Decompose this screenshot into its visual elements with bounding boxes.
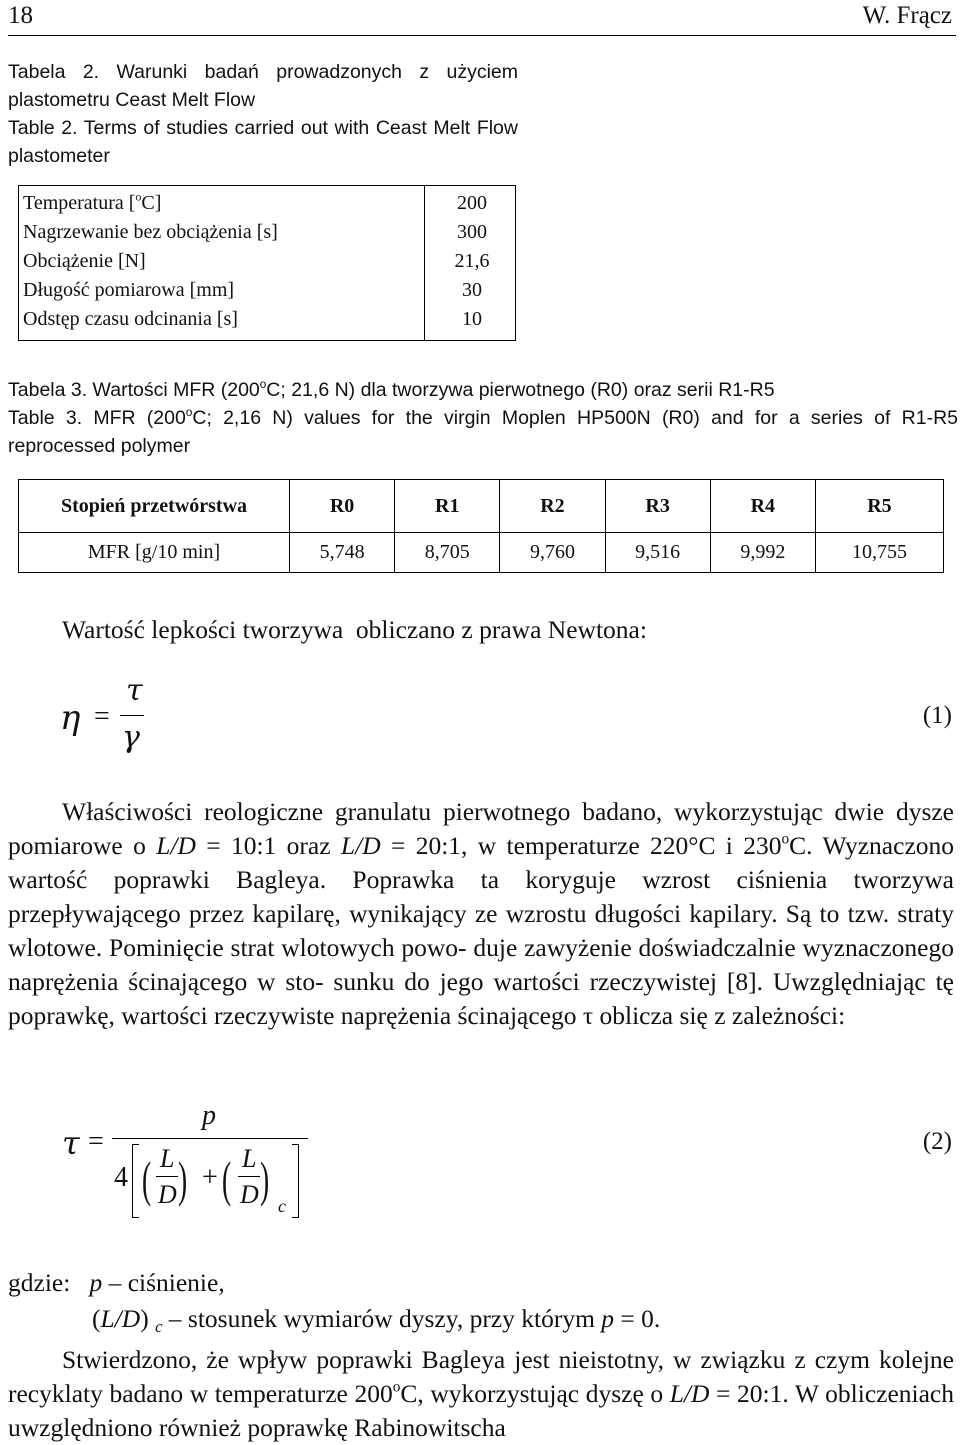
paragraph-conclusion: Stwierdzono, że wpływ poprawki Bagleya jest nieistotny, w związku z czym kolejne recyklaty badano w temperaturze 200$^o$C, wykorzystując dyszę o L/D = 20:1. W obliczeniach uwzględniono również poprawkę Rabinowitscha bbox=[8, 1345, 954, 1442]
eq2-tau: τ bbox=[62, 1124, 80, 1162]
table-cell: R2 bbox=[500, 480, 605, 533]
table-cell: 9,760 bbox=[500, 533, 605, 573]
table-row bbox=[19, 305, 516, 341]
table-cell: 10 bbox=[425, 305, 516, 341]
table-cell: R1 bbox=[395, 480, 500, 533]
table-row bbox=[19, 276, 516, 305]
table-row bbox=[19, 186, 516, 219]
fraction-bar bbox=[238, 1176, 260, 1177]
eq2-sub-c: c bbox=[278, 1196, 286, 1216]
fraction-bar bbox=[112, 1138, 308, 1139]
table-cell: R0 bbox=[290, 480, 395, 533]
table-row bbox=[19, 218, 516, 247]
right-paren: ) bbox=[260, 1151, 270, 1207]
table-cell: Stopień przetwórstwa bbox=[19, 480, 290, 533]
eq2-four: 4 bbox=[114, 1162, 128, 1193]
table-cell: 5,748 bbox=[290, 533, 395, 573]
paragraph-newton: Wartość lepkości tworzywa obliczano z prawa Newtona: bbox=[62, 615, 647, 644]
table3 bbox=[18, 479, 944, 573]
table-cell: Obciążenie [N] bbox=[19, 247, 425, 276]
table-cell: 300 bbox=[425, 218, 516, 247]
table-cell: R3 bbox=[605, 480, 710, 533]
right-bracket bbox=[292, 1144, 299, 1218]
fraction-bar bbox=[120, 715, 144, 716]
table-cell: 21,6 bbox=[425, 247, 516, 276]
table2-caption-pl: Tabela 2. Warunki badań prowadzonych z użyciem plastometru Ceast Melt Flow bbox=[8, 61, 518, 111]
table-cell: R4 bbox=[710, 480, 815, 533]
table-cell: 30 bbox=[425, 276, 516, 305]
table2-caption bbox=[8, 58, 518, 170]
table-cell: 8,705 bbox=[395, 533, 500, 573]
where-line-ld: (L/D) $_c$ – stosunek wymiarów dyszy, przy którym p = 0. bbox=[92, 1304, 661, 1336]
left-paren: ( bbox=[142, 1151, 152, 1207]
where-line-p: gdzie: p – ciśnienie, bbox=[8, 1268, 225, 1297]
table-cell: MFR [g/10 min] bbox=[19, 533, 290, 573]
fraction-bar bbox=[156, 1176, 178, 1177]
table-cell: 9,516 bbox=[605, 533, 710, 573]
equation-number: (2) bbox=[922, 1128, 952, 1155]
table3-caption-en: Table 3. MFR (200$^o$C; 2,16 N) values for the virgin Moplen HP500N (R0) and for a series of R1-R5 reprocessed polymer bbox=[8, 405, 958, 457]
table-cell: Temperatura [$^o$C] bbox=[19, 186, 425, 219]
eq1-equals: = bbox=[94, 701, 110, 732]
table3-header-row bbox=[19, 480, 944, 533]
eq2-L2: L bbox=[242, 1144, 257, 1173]
eq1-gamma: γ bbox=[122, 720, 140, 755]
table3-data-row bbox=[19, 533, 944, 573]
table2 bbox=[18, 185, 516, 341]
table-cell: 10,755 bbox=[815, 533, 943, 573]
eq2-L1: L bbox=[160, 1144, 175, 1173]
equation-number: (1) bbox=[922, 702, 952, 729]
left-bracket bbox=[132, 1144, 139, 1218]
right-paren: ) bbox=[178, 1151, 188, 1207]
eq2-plus: + bbox=[202, 1162, 218, 1193]
where-clause bbox=[8, 1266, 954, 1336]
table-cell: Odstęp czasu odcinania [s] bbox=[19, 305, 425, 341]
equation-2 bbox=[62, 1100, 342, 1230]
table3-caption-pl: Tabela 3. Wartości MFR (200$^o$C; 21,6 N) dla tworzywa pierwotnego (R0) oraz serii R1-R5 bbox=[8, 377, 775, 401]
table-cell: 9,992 bbox=[710, 533, 815, 573]
table-cell: 200 bbox=[425, 186, 516, 219]
equation-1 bbox=[60, 668, 260, 768]
header-rule bbox=[8, 35, 956, 36]
page-number: 18 bbox=[8, 2, 33, 29]
eq2-p: p bbox=[202, 1100, 216, 1131]
table-cell: Długość pomiarowa [mm] bbox=[19, 276, 425, 305]
paragraph-bagley: Właściwości reologiczne granulatu pierwotnego badano, wykorzystując dwie dysze pomiarowe o L/D = 10:1 oraz L/D = 20:1, w temperaturze 220°C i 230$^o$C. Wyznaczono wartość poprawki Bagleya. Poprawka ta koryguje wzrost ciśnienia tworzywa przepływającego przez kapilarę, wynikający ze wzrostu długości kapilary. Są to tzw. straty wlotowe. Pominięcie strat wlotowych powo- duje zawyżenie doświadczalnie wyznaczonego naprężenia ścinającego w sto- sunku do jego wartości rzeczywistej [8]. Uwzględniając tę poprawkę, wartości rzeczywiste naprężenia ścinającego τ oblicza się z zależności: bbox=[8, 797, 955, 1030]
eq1-eta: η bbox=[60, 698, 81, 738]
eq2-D2: D bbox=[240, 1180, 259, 1209]
running-author: W. Frącz bbox=[862, 2, 952, 29]
table3-caption bbox=[8, 376, 958, 460]
eq1-tau: τ bbox=[126, 673, 143, 708]
table2-caption-en: Table 2. Terms of studies carried out with Ceast Melt Flow plastometer bbox=[8, 117, 518, 167]
eq2-equals: = bbox=[88, 1126, 104, 1157]
left-paren: ( bbox=[222, 1151, 232, 1207]
table-row bbox=[19, 247, 516, 276]
table-cell: R5 bbox=[815, 480, 943, 533]
page-header bbox=[8, 0, 952, 34]
table-cell: Nagrzewanie bez obciążenia [s] bbox=[19, 218, 425, 247]
eq2-D1: D bbox=[158, 1180, 177, 1209]
